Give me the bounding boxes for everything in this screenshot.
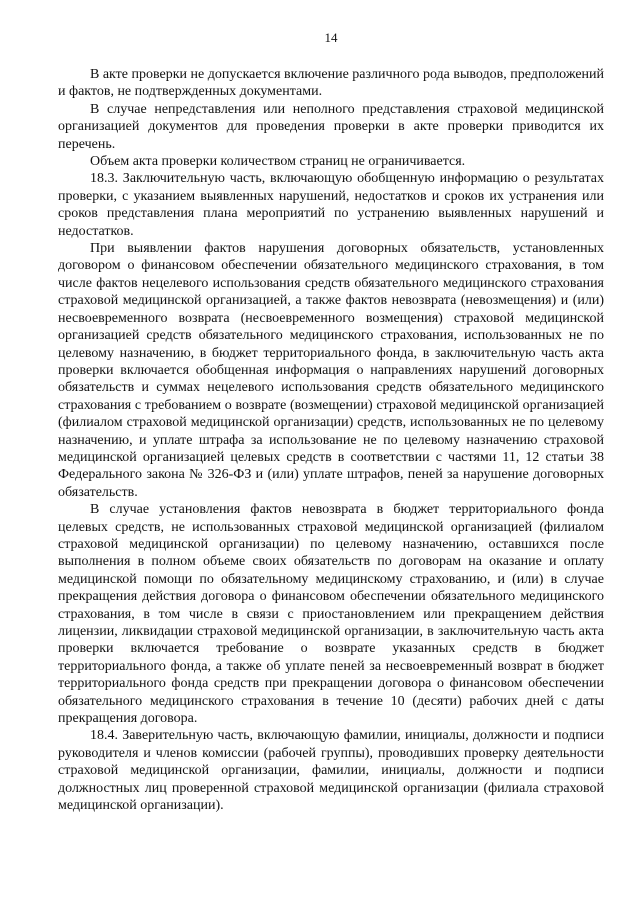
paragraph-18-3-final-part: 18.3. Заключительную часть, включающую обобщенную информацию о результатах проверки, с указанием выявленных нарушений, недостатков и сроков их устранения или сроков представления плана мероприятий по устранению выявленных нарушений и недостатков. bbox=[58, 171, 604, 239]
page-number: 14 bbox=[324, 30, 338, 45]
document-body bbox=[58, 66, 604, 814]
paragraph-non-return-of-funds: В случае установления фактов невозврата в бюджет территориального фонда целевых средств, не использованных страховой медицинской организацией (филиалом страховой медицинской организации) по целевому назначению, оставшихся после выполнения в полном объеме своих обязательств по договорам на оказание и оплату медицинской помощи по обязательному медицинскому страхованию, и (или) в случае прекращения действия договора о финансовом обеспечении обязательного медицинского страхования, в том числе в связи с приостановлением или прекращением действия лицензии, ликвидации страховой медицинской организации, в заключительную часть акта проверки включается требование о возврате указанных средств в бюджет территориального фонда, а также об уплате пеней за несвоевременный возврат в бюджет территориального фонда средств при прекращении договора о финансовом обеспечении обязательного медицинского страхования в течение 10 (десяти) рабочих дней с даты прекращения договора. bbox=[58, 502, 604, 727]
paragraph-page-count-unlimited: Объем акта проверки количеством страниц не ограничивается. bbox=[90, 154, 466, 170]
paragraph-missing-documents-list: В случае непредставления или неполного представления страховой медицинской организацией документов для проведения проверки в акте проверки приводится их перечень. bbox=[58, 101, 604, 152]
paragraph-18-4-certification-part: 18.4. Заверительную часть, включающую фамилии, инициалы, должности и подписи руководителя и членов комиссии (рабочей группы), проводивших проверку деятельности страховой медицинской организации, фамилии, инициалы, должности и подписи должностных лиц проверенной страховой медицинской организации (филиала страховой медицинской организации). bbox=[58, 728, 604, 814]
paragraph-contract-violations: При выявлении фактов нарушения договорных обязательств, установленных договором о финансовом обеспечении обязательного медицинского страхования, в том числе фактов нецелевого использования средств обязательного медицинского страхования страховой медицинской организацией, а также фактов невозврата (невозмещения) и (или) несвоевременного возврата (несвоевременного возмещения) страховой медицинской организацией средств обязательного медицинского страхования, использованных не по целевому назначению, в бюджет территориального фонда, в заключительную часть акта проверки включается обобщенная информация о направлениях нарушений договорных обязательств и суммах нецелевого использования средств обязательного медицинского страхования с требованием о возврате (возмещении) страховой медицинской организацией (филиалом страховой медицинской организации) средств, использованных не по целевому назначению, и уплате штрафа за использование не по целевому назначению страховой медицинской организацией целевых средств в соответствии с частями 11, 12 статьи 38 Федерального закона № 326-ФЗ и (или) уплате штрафов, пеней за нарушение договорных обязательств. bbox=[58, 241, 604, 500]
paragraph-no-unconfirmed-conclusions: В акте проверки не допускается включение различного рода выводов, предположений и фактов, не подтвержденных документами. bbox=[58, 67, 605, 100]
